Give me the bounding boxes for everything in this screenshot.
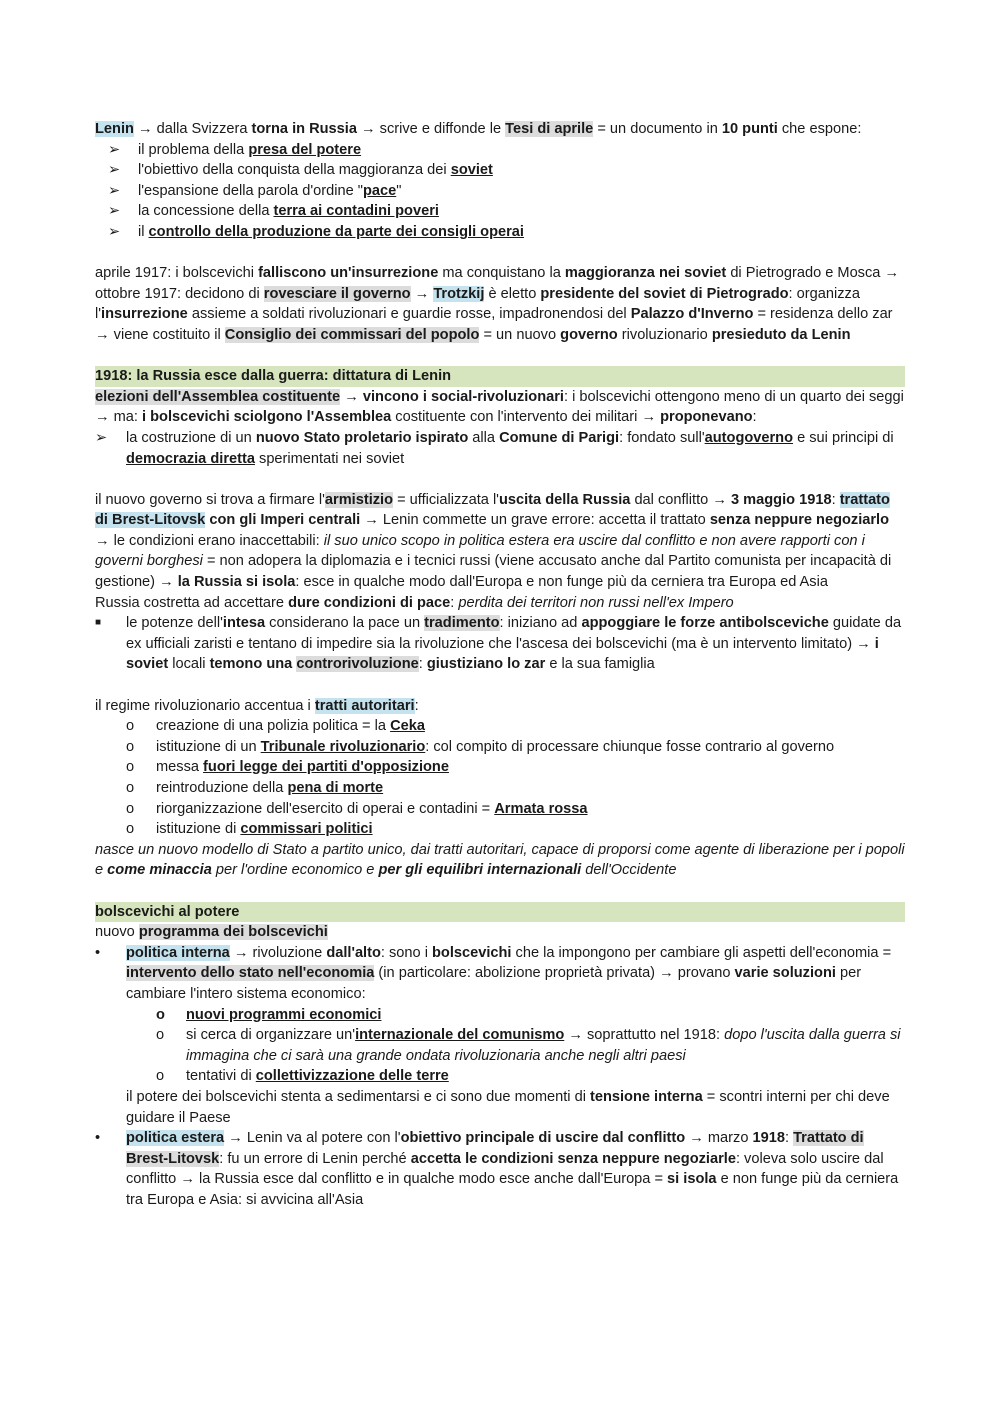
section-heading: 1918: la Russia esce dalla guerra: dittatura di Lenin bbox=[95, 366, 905, 387]
tesi-list bbox=[95, 140, 905, 243]
circle-bullet-icon: o bbox=[156, 1027, 165, 1044]
list-item: • politica estera → Lenin va al potere con l'obiettivo principale di uscire dal conflitto → marzo 1918: Trattato di Brest-Litovsk: fu un errore di Lenin perché accetta le condizioni senza neppure negoziarle: voleva solo uscire dal conflitto → la Russia esce dal conflitto e in qualche modo esce anche dall'Europa = si isola e non funge più da cerniera tra Europa e Asia: si avvicina all'Asia bbox=[95, 1130, 899, 1208]
list-item: o creazione di una polizia politica = la Ceka bbox=[95, 716, 905, 737]
circle-bullet-icon: o bbox=[126, 738, 135, 755]
paragraph-modello: nasce un nuovo modello di Stato a partito unico, dai tratti autoritari, capace di proporsi come agente di liberazione per i popoli e come minaccia per l'ordine economico e per gli equilibri internazionali dell'Occidente bbox=[95, 841, 905, 879]
paragraph-tensione: il potere dei bolscevichi stenta a sedimentarsi e ci sono due momenti di tensione interna = scontri interni per chi deve guidare il Paese bbox=[126, 1088, 890, 1126]
circle-bullet-icon: o bbox=[126, 780, 135, 796]
dot-bullet-icon: • bbox=[95, 944, 101, 961]
list-item: • politica interna → rivoluzione dall'alto: sono i bolscevichi che la impongono per cambiare gli aspetti dell'economia = intervento dello stato nell'economia (in particolare: abolizione proprietà privata) → provano varie soluzioni per cambiare l'intero sistema economico: bbox=[95, 944, 892, 1002]
soluzioni-list bbox=[95, 1005, 905, 1087]
list-item: ➢ la concessione della terra ai contadini poveri bbox=[95, 201, 905, 222]
list-item: o tentativi di collettivizzazione delle terre bbox=[95, 1066, 905, 1087]
circle-bullet-icon: o bbox=[126, 759, 135, 776]
list-item: ➢ l'espansione della parola d'ordine "pace" bbox=[95, 181, 905, 202]
list-item: o si cerca di organizzare un'internazionale del comunismo → soprattutto nel 1918: dopo l'uscita dalla guerra si immagina che ci sarà una grande ondata rivoluzionaria anche negli altri paesi bbox=[156, 1027, 901, 1064]
list-item: ➢ l'obiettivo della conquista della maggioranza dei soviet bbox=[95, 160, 905, 181]
list-item: ■ le potenze dell'intesa considerano la pace un tradimento: iniziano ad appoggiare le forze antibolsceviche guidate da ex ufficiali zaristi e tentano di impedire sia la rivoluzione che l'ascesa dei bolscevichi (ma è un intervento limitato) → i soviet locali temono una controrivoluzione: giustiziano lo zar e la sua famiglia bbox=[95, 615, 902, 673]
list-item: o nuovi programmi economici bbox=[95, 1005, 905, 1026]
list-item: o reintroduzione della pena di morte bbox=[95, 778, 905, 799]
dot-bullet-icon: • bbox=[95, 1130, 101, 1147]
arrowhead-bullet-icon: ➢ bbox=[108, 182, 121, 199]
circle-bullet-icon: o bbox=[156, 1006, 165, 1023]
arrowhead-bullet-icon: ➢ bbox=[95, 429, 108, 446]
paragraph-condizioni: Russia costretta ad accettare dure condizioni di pace: perdita dei territori non russi nell'ex Impero bbox=[95, 594, 734, 611]
list-item: o messa fuori legge dei partiti d'opposizione bbox=[95, 757, 905, 778]
arrowhead-bullet-icon: ➢ bbox=[108, 141, 121, 158]
circle-bullet-icon: o bbox=[126, 821, 135, 838]
list-item: ➢ il problema della presa del potere bbox=[95, 140, 905, 161]
list-item: ➢ la costruzione di un nuovo Stato proletario ispirato alla Comune di Parigi: fondato sull'autogoverno e sui principi di democrazia diretta sperimentati nei soviet bbox=[95, 429, 894, 467]
document-page bbox=[95, 119, 905, 1210]
circle-bullet-icon: o bbox=[126, 800, 135, 817]
arrowhead-bullet-icon: ➢ bbox=[108, 203, 121, 220]
section-heading: bolscevichi al potere bbox=[95, 902, 905, 923]
circle-bullet-icon: o bbox=[126, 718, 135, 735]
arrowhead-bullet-icon: ➢ bbox=[108, 162, 121, 179]
list-item: o istituzione di un Tribunale rivoluzionario: col compito di processare chiunque fosse contrario al governo bbox=[95, 737, 905, 758]
paragraph-assemblea: elezioni dell'Assemblea costituente → vincono i social-rivoluzionari: i bolscevichi ottengono meno di un quarto dei seggi → ma: i bolscevichi sciolgono l'Assemblea costituente con l'intervento dei militari → proponevano: bbox=[95, 388, 904, 426]
list-item: ➢ il controllo della produzione da parte dei consigli operai bbox=[95, 222, 905, 243]
lenin-intro: Lenin → dalla Svizzera torna in Russia → scrive e diffonde le Tesi di aprile = un documento in 10 punti che espone: bbox=[95, 121, 862, 137]
square-bullet-icon: ■ bbox=[95, 617, 102, 629]
list-item: o istituzione di commissari politici bbox=[95, 819, 905, 840]
paragraph-armistizio: il nuovo governo si trova a firmare l'armistizio = ufficializzata l'uscita della Russia dal conflitto → 3 maggio 1918: trattato di Brest-Litovsk con gli Imperi centrali → Lenin commette un grave errore: accetta il trattato senza neppure negoziarlo → le condizioni erano inaccettabili: il suo unico scopo in politica estera era uscire dal conflitto e non avere rapporti con i governi borghesi = non adopera la diplomazia e i tecnici russi (viene accusato anche dal Partito comunista per incapacità di gestione) → la Russia si isola: esce in qualche modo dall'Europa e non funge più da cerniera tra Europa ed Asia bbox=[95, 491, 892, 591]
paragraph-regime: il regime rivoluzionario accentua i tratti autoritari: bbox=[95, 697, 419, 714]
list-item: o riorganizzazione dell'esercito di operai e contadini = Armata rossa bbox=[95, 799, 905, 820]
arrowhead-bullet-icon: ➢ bbox=[108, 223, 121, 240]
circle-bullet-icon: o bbox=[156, 1068, 165, 1085]
regime-list bbox=[95, 716, 905, 840]
paragraph-1917: aprile 1917: i bolscevichi falliscono un'insurrezione ma conquistano la maggioranza nei soviet di Pietrogrado e Mosca → ottobre 1917: decidono di rovesciare il governo → Trotzkij è eletto presidente del soviet di Pietrogrado: organizza l'insurrezione assieme a soldati rivoluzionari e guardie rosse, impadronendosi del Palazzo d'Inverno = residenza dello zar → viene costituito il Consiglio dei commissari del popolo = un nuovo governo rivoluzionario presieduto da Lenin bbox=[95, 265, 900, 343]
paragraph-programma: nuovo programma dei bolscevichi bbox=[95, 924, 328, 941]
